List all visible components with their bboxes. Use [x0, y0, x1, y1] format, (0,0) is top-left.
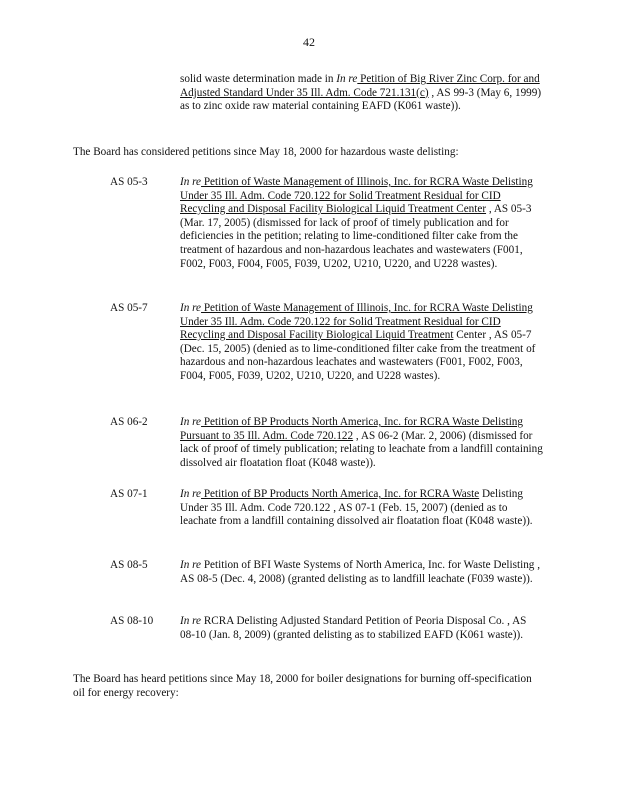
case-citation — [180, 302, 543, 384]
case-description: , AS 06-2 (Mar. 2, 2006) (dismissed for lack of proof of timely publication; relating to leachate from a landfill containing dissolved air floatation float (K048 waste)). — [180, 429, 543, 469]
case-citation — [180, 416, 543, 470]
delisting-intro-paragraph: The Board has considered petitions since May 18, 2000 for hazardous waste delisting: — [73, 146, 459, 158]
in-re-label: In re — [180, 302, 202, 314]
case-number: AS 07-1 — [110, 488, 148, 500]
in-re-label: In re — [180, 615, 202, 627]
in-re-label: In re — [180, 559, 202, 571]
case-citation — [180, 488, 543, 529]
case-title: Petition of BP Products North America, Inc. for RCRA Waste — [201, 488, 480, 500]
citation-lead-text: solid waste determination made in — [180, 73, 337, 85]
boiler-intro-paragraph: The Board has heard petitions since May 18, 2000 for boiler designations for burning off-specification oil for energy recovery: — [73, 673, 532, 699]
case-number: AS 05-3 — [110, 176, 148, 188]
citation-text: , AS 99-3 (May 6, 1999) as to zinc oxide raw material containing EAFD (K061 waste)). — [180, 86, 542, 113]
page-number: 42 — [303, 35, 315, 49]
case-number: AS 06-2 — [110, 416, 148, 428]
case-citation — [180, 559, 543, 586]
case-title: Petition of BP Products North America, Inc. for RCRA Waste Delisting Pursuant to 35 Ill. Adm. Code 720.122 — [180, 416, 523, 442]
case-number: AS 08-10 — [110, 615, 154, 627]
in-re-label: In re — [180, 416, 202, 428]
case-description: Delisting Under 35 Ill. Adm. Code 720.122 , AS 07-1 (Feb. 15, 2007) (denied as to leachate from a landfill containing dissolved air floatation float (K048 waste)). — [180, 488, 533, 528]
case-number: AS 05-7 — [110, 302, 148, 314]
case-title: Petition of Waste Management of Illinois, Inc. for RCRA Waste Delisting Under 35 Ill. Adm. Code 720.122 for Solid Treatment Residual for CID Recycling and Disposal Facility Biological Liquid Treatment — [180, 302, 533, 342]
continued-citation — [180, 73, 542, 114]
case-citation — [180, 615, 543, 642]
case-title: Petition of Waste Management of Illinois, Inc. for RCRA Waste Delisting Under 35 Ill. Adm. Code 720.122 for Solid Treatment Residual for CID Recycling and Disposal Facility Biological Liquid Treatment Center — [180, 176, 533, 216]
case-description: Center , AS 05-7 (Dec. 15, 2005) (denied as to lime-conditioned filter cake from the treatment of hazardous and non-hazardous leachates and wastewaters (F001, F002, F003, F004, F005, F039, U202, U210, U220, and U228 wastes). — [180, 329, 536, 382]
case-title: Petition of Big River Zinc Corp. for and Adjusted Standard Under 35 Ill. Adm. Code 721.131(c) — [180, 73, 540, 99]
case-description: Petition of BFI Waste Systems of North America, Inc. for Waste Delisting , AS 08-5 (Dec. 4, 2008) (granted delisting as to landfill leachate (F039 waste)). — [180, 559, 540, 585]
case-citation — [180, 176, 543, 271]
in-re-label: In re — [180, 176, 202, 188]
in-re-label: In re — [180, 488, 202, 500]
in-re-label: In re — [336, 73, 358, 85]
case-number: AS 08-5 — [110, 559, 148, 571]
case-description: , AS 05-3 (Mar. 17, 2005) (dismissed for lack of proof of timely publication and for deficiencies in the petition; relating to lime-conditioned filter cake from the treatment of hazardous and non-hazardous leachates and wastewaters (F001, F002, F003, F004, F005, F039, U202, U210, U220, and U228 wastes). — [180, 203, 532, 270]
case-description: RCRA Delisting Adjusted Standard Petition of Peoria Disposal Co. , AS 08-10 (Jan. 8, 2009) (granted delisting as to stabilized EAFD (K061 waste)). — [180, 615, 527, 641]
